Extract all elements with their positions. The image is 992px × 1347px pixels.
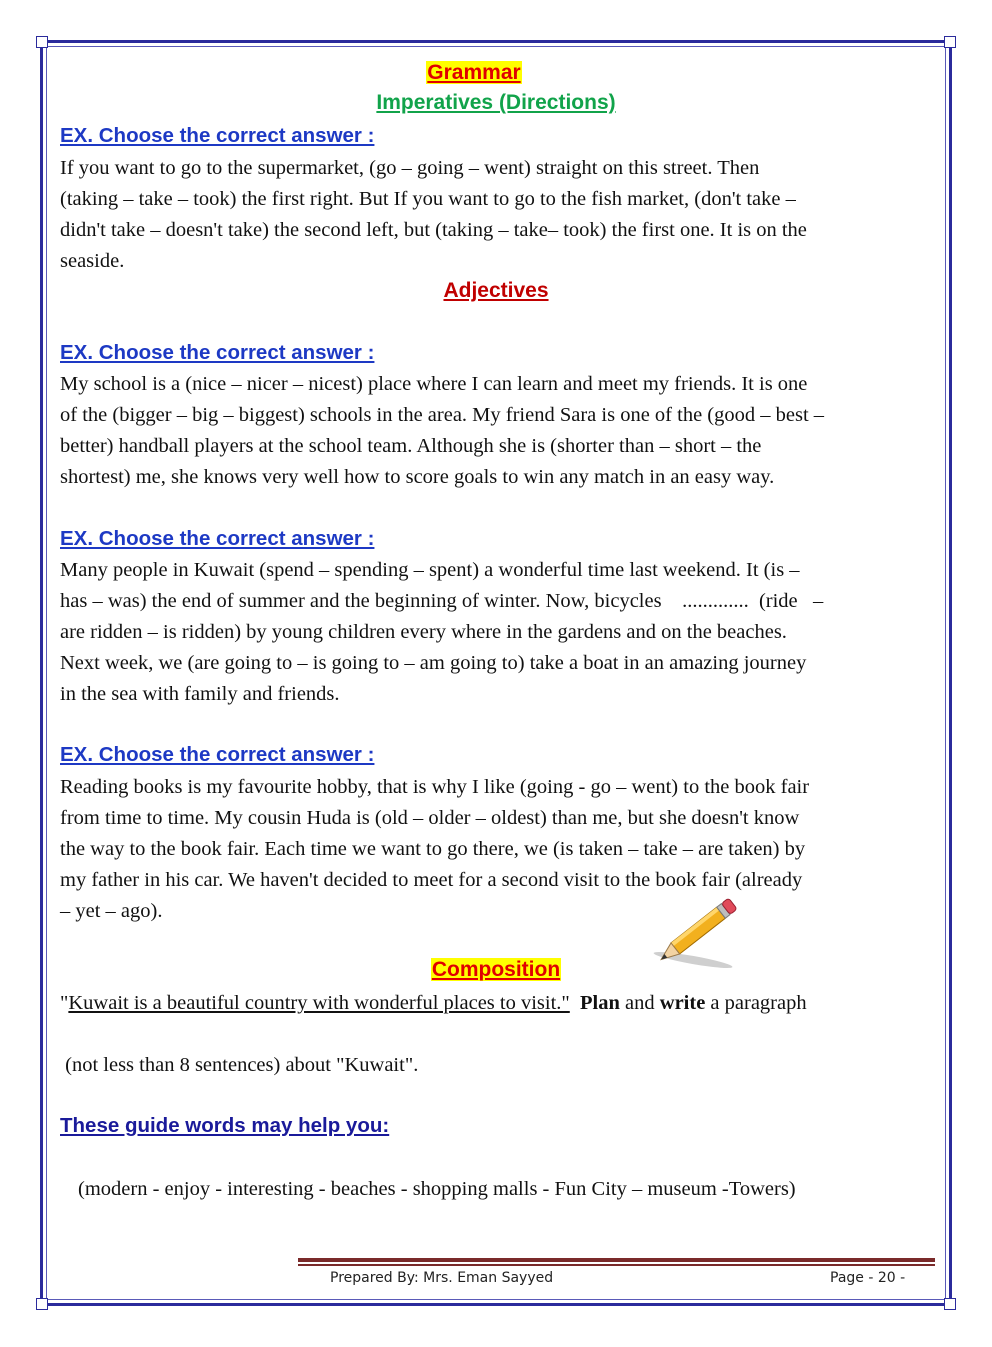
footer-page-number: Page - 20 -	[830, 1270, 906, 1286]
text-line: My school is a (nice – nicer – nicest) place where I can learn and meet my friends. It is one	[60, 373, 808, 395]
border-corner-ornament	[36, 36, 48, 48]
exercise-3-label-wrap	[60, 527, 374, 551]
text-line: from time to time. My cousin Huda is (old – older – oldest) than me, but she doesn't know	[60, 807, 800, 829]
and-word: and	[619, 992, 660, 1014]
text-line: are ridden – is ridden) by young children every where in the gardens and on the beaches.	[60, 621, 787, 643]
border-corner-ornament	[36, 1298, 48, 1310]
exercise-2-text	[60, 369, 935, 493]
text-line: didn't take – doesn't take) the second left, but (taking – take– took) the first one. It is on the	[60, 219, 807, 241]
composition-prompt	[60, 988, 807, 1019]
plan-word: Plan	[580, 992, 620, 1014]
write-word: write	[659, 992, 706, 1014]
composition-heading-wrap	[0, 958, 992, 982]
guide-heading: These guide words may help you:	[60, 1114, 390, 1137]
guide-heading-wrap	[60, 1114, 389, 1138]
text-line: better) handball players at the school team. Although she is (shorter than – short – the	[60, 435, 762, 457]
text-line: has – was) the end of summer and the beginning of winter. Now, bicycles ............. (ride –	[60, 590, 824, 612]
quote-mark: "	[60, 992, 69, 1014]
exercise-1-label: EX. Choose the correct answer :	[60, 124, 375, 147]
footer-prepared-by: Prepared By: Mrs. Eman Sayyed	[330, 1270, 554, 1286]
exercise-4-label: EX. Choose the correct answer :	[60, 743, 375, 766]
text-line: Reading books is my favourite hobby, that is why I like (going - go – went) to the book fair	[60, 776, 810, 798]
text-line: the way to the book fair. Each time we want to go there, we (is taken – take – are taken) by	[60, 838, 806, 860]
adjectives-heading: Adjectives	[443, 279, 549, 302]
grammar-heading-wrap	[0, 61, 948, 85]
text-line: – yet – ago).	[60, 900, 163, 922]
text-line: of the (bigger – big – biggest) schools in the area. My friend Sara is one of the (good – best –	[60, 404, 825, 426]
exercise-2-label-wrap	[60, 341, 374, 365]
imperatives-heading-wrap	[0, 91, 992, 115]
text-line: shortest) me, she knows very well how to score goals to win any match in an easy way.	[60, 466, 775, 488]
exercise-1-label-wrap	[60, 124, 374, 148]
exercise-3-label: EX. Choose the correct answer :	[60, 527, 375, 550]
guide-words: (modern - enjoy - interesting - beaches - shopping malls - Fun City – museum -Towers)	[78, 1178, 796, 1200]
border-corner-ornament	[944, 1298, 956, 1310]
composition-rest: a paragraph	[705, 992, 807, 1014]
text-line: in the sea with family and friends.	[60, 683, 340, 705]
composition-instructions: (not less than 8 sentences) about "Kuwait".	[60, 1054, 419, 1076]
footer-rule	[298, 1264, 935, 1266]
exercise-4-label-wrap	[60, 743, 374, 767]
grammar-heading: Grammar	[427, 61, 521, 84]
text-line: my father in his car. We haven't decided to meet for a second visit to the book fair (already	[60, 869, 803, 891]
exercise-1-text	[60, 153, 935, 277]
adjectives-heading-wrap	[0, 279, 992, 303]
text-line: Next week, we (are going to – is going to – am going to) take a boat in an amazing journey	[60, 652, 807, 674]
text-line: Many people in Kuwait (spend – spending – spent) a wonderful time last weekend. It (is –	[60, 559, 800, 581]
exercise-4-text	[60, 772, 935, 927]
exercise-2-label: EX. Choose the correct answer :	[60, 341, 375, 364]
composition-heading: Composition	[431, 958, 561, 981]
text-line: If you want to go to the supermarket, (go – going – went) straight on this street. Then	[60, 157, 760, 179]
footer-rule	[298, 1258, 935, 1262]
text-line: (taking – take – took) the first right. But If you want to go to the fish market, (don't take –	[60, 188, 796, 210]
text-line: seaside.	[60, 250, 125, 272]
border-corner-ornament	[944, 36, 956, 48]
composition-quote: Kuwait is a beautiful country with wonderful places to visit."	[68, 992, 570, 1014]
imperatives-heading: Imperatives (Directions)	[376, 91, 616, 114]
exercise-3-text	[60, 555, 935, 710]
